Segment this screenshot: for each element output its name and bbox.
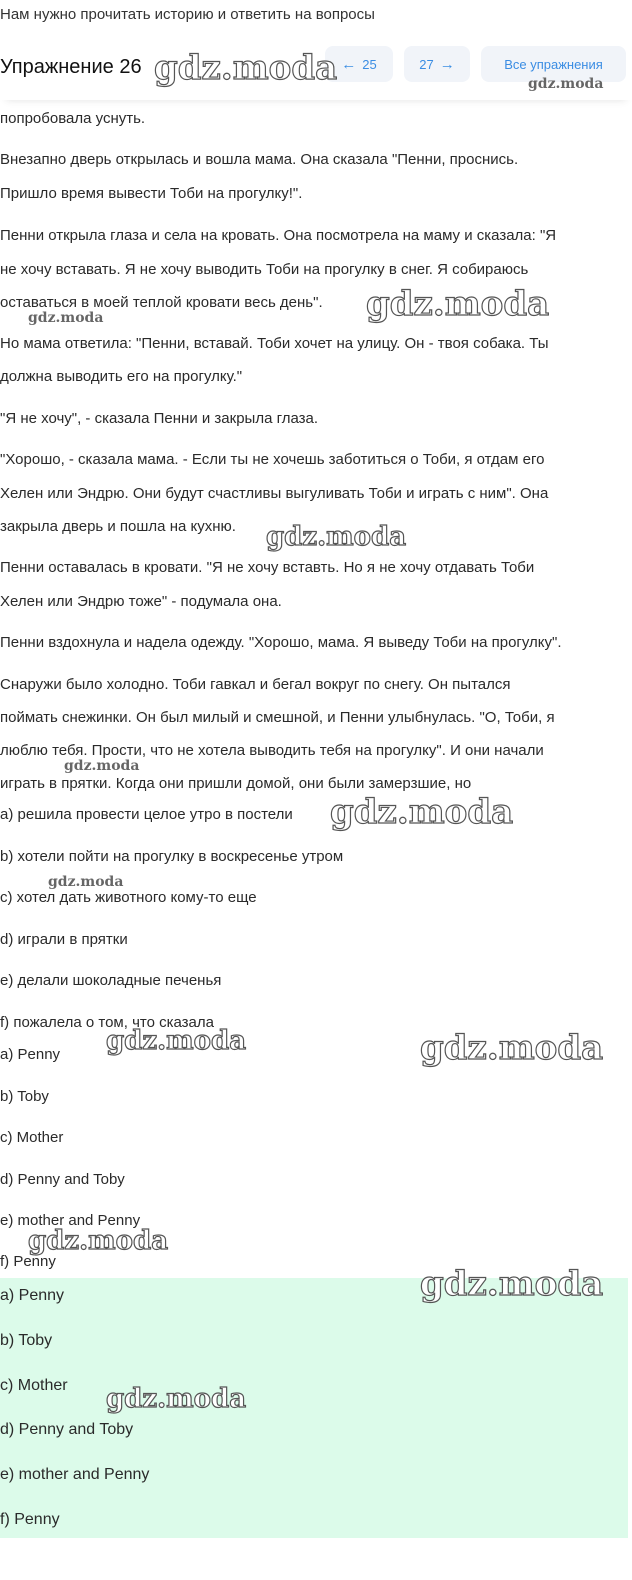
watermark: gdz.moda <box>64 758 140 774</box>
story-line: Хелен или Эндрю. Они будут счастливы выгуливать Тоби и играть с ним". Она <box>0 485 549 502</box>
story-line: Пенни вздохнула и надела одежду. "Хорошо, мама. Я выведу Тоби на прогулку". <box>0 634 562 651</box>
prev-exercise-label: 25 <box>362 56 377 72</box>
story-line: "Я не хочу", - сказала Пенни и закрыла глаза. <box>0 410 319 427</box>
question-item: b) хотели пойти на прогулку в воскресенье утром <box>0 848 344 865</box>
story-line: Снаружи было холодно. Тоби гавкал и бегал вокруг по снегу. Он пытался <box>0 676 511 693</box>
next-exercise-label: 27 <box>419 56 434 72</box>
watermark: gdz.moda <box>48 874 124 890</box>
story-line: Пришло время вывести Тоби на прогулку!". <box>0 185 303 202</box>
arrow-left-icon: ← <box>341 55 357 73</box>
watermark: gdz.moda <box>106 1026 247 1056</box>
answer-item: d) Penny and Toby <box>0 1171 125 1188</box>
question-item: e) делали шоколадные печенья <box>0 972 222 989</box>
watermark: gdz.moda <box>28 310 104 326</box>
answer-highlight-item: c) Mother <box>0 1377 68 1394</box>
answer-highlight-item: d) Penny and Toby <box>0 1421 134 1438</box>
story-line: должна выводить его на прогулку." <box>0 368 243 385</box>
story-line: "Хорошо, - сказала мама. - Если ты не хочешь заботиться о Тоби, я отдам его <box>0 451 545 468</box>
all-exercises-button[interactable] <box>481 46 626 82</box>
story-line: Пенни оставалась в кровати. "Я не хочу вставть. Но я не хочу отдавать Тоби <box>0 559 535 576</box>
watermark: gdz.moda <box>106 1384 247 1414</box>
story-line: не хочу вставать. Я не хочу выводить Тоби на прогулку в снег. Я собираюсь <box>0 261 529 278</box>
answer-item: a) Penny <box>0 1046 61 1063</box>
answer-highlight-item: a) Penny <box>0 1287 65 1304</box>
story-line: Но мама ответила: "Пенни, вставай. Тоби хочет на улицу. Он - твоя собака. Ты <box>0 335 549 352</box>
story-line: оставаться в моей теплой кровати весь день". <box>0 294 323 311</box>
next-exercise-button[interactable] <box>404 46 470 82</box>
all-exercises-label: Все упражнения <box>504 56 603 72</box>
question-item: d) играли в прятки <box>0 931 128 948</box>
watermark: gdz.moda <box>28 1226 169 1256</box>
story-line: поймать снежинки. Он был милый и смешной, и Пенни улыбнулась. "О, Тоби, я <box>0 709 555 726</box>
watermark: gdz.moda <box>420 1028 604 1068</box>
story-line: попробовала уснуть. <box>0 110 146 127</box>
answer-highlight-item: f) Penny <box>0 1511 60 1528</box>
question-item: c) хотел дать животного кому-то еще <box>0 889 257 906</box>
story-line: люблю тебя. Прости, что не хотела выводить тебя на прогулку". И они начали <box>0 742 544 759</box>
answer-highlight-item: b) Toby <box>0 1332 53 1349</box>
answer-item: f) Penny <box>0 1253 56 1270</box>
watermark: gdz.moda <box>528 76 604 92</box>
prev-exercise-button[interactable] <box>325 46 393 82</box>
answer-item: c) Mother <box>0 1129 64 1146</box>
answer-highlight-item: e) mother and Penny <box>0 1466 150 1483</box>
watermark: gdz.moda <box>330 792 514 832</box>
story-line: Внезапно дверь открылась и вошла мама. Она сказала "Пенни, проснись. <box>0 151 519 168</box>
question-item: a) решила провести целое утро в постели <box>0 806 293 823</box>
exercise-header <box>0 40 632 100</box>
page-title: Упражнение 26 <box>0 56 142 78</box>
answer-item: e) mother and Penny <box>0 1212 141 1229</box>
watermark: gdz.moda <box>420 1264 604 1304</box>
story-line: закрыла дверь и пошла на кухню. <box>0 518 236 535</box>
intro-text: Нам нужно прочитать историю и ответить на вопросы <box>0 6 375 23</box>
question-item: f) пожалела о том, что сказала <box>0 1014 214 1031</box>
story-line: играть в прятки. Когда они пришли домой, они были замерзшие, но <box>0 775 472 792</box>
answer-block <box>0 1278 628 1538</box>
watermark: gdz.moda <box>366 284 550 324</box>
story-line: Пенни открыла глаза и села на кровать. Она посмотрела на маму и сказала: "Я <box>0 227 557 244</box>
arrow-right-icon: → <box>439 55 455 73</box>
answer-item: b) Toby <box>0 1088 49 1105</box>
story-line: Хелен или Эндрю тоже" - подумала она. <box>0 593 282 610</box>
watermark: gdz.moda <box>154 48 338 88</box>
watermark: gdz.moda <box>266 522 407 552</box>
